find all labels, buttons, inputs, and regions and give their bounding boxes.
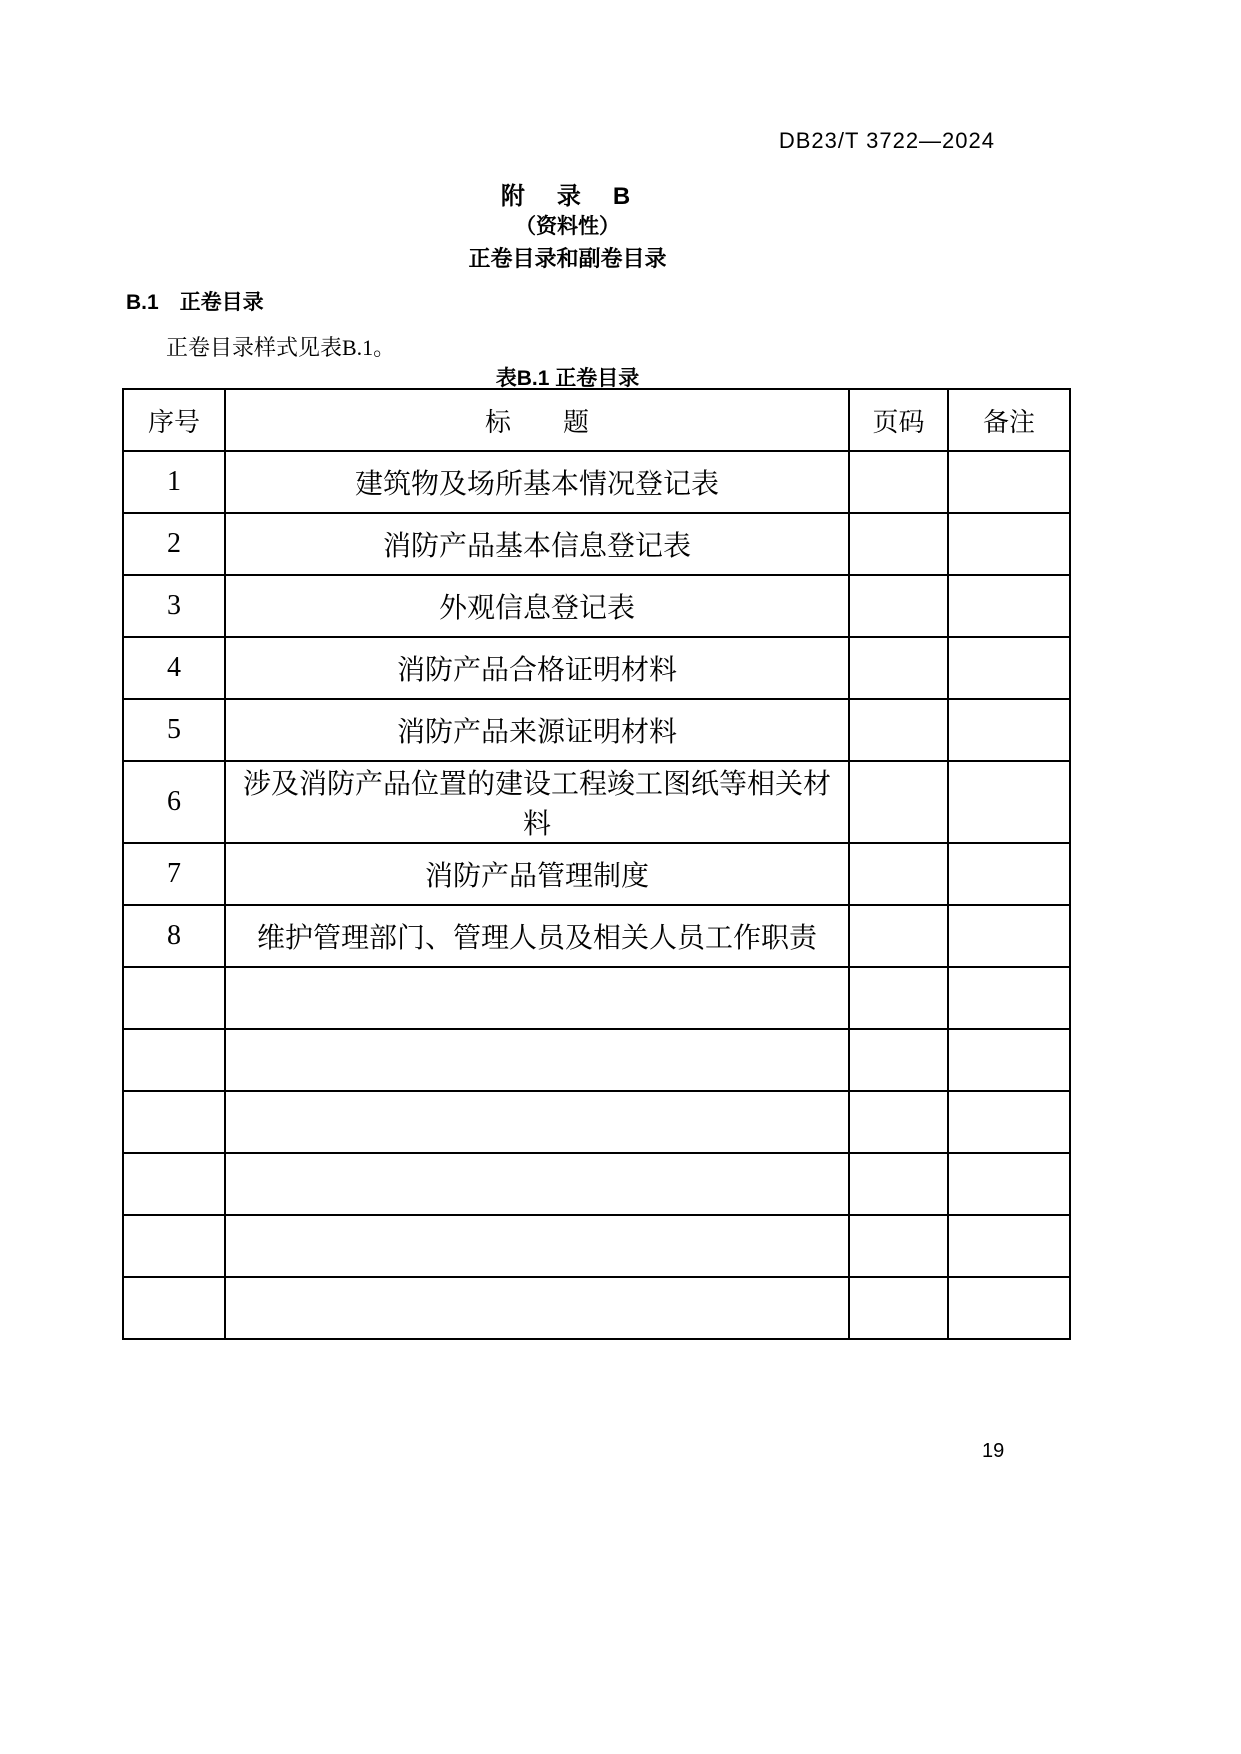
- cell-title: 涉及消防产品位置的建设工程竣工图纸等相关材料: [225, 761, 849, 843]
- table-row: [123, 1153, 1070, 1215]
- cell-title: [225, 1091, 849, 1153]
- table-row: [123, 575, 1070, 637]
- cell-page: [849, 575, 948, 637]
- cell-page: [849, 843, 948, 905]
- cell-page: [849, 1029, 948, 1091]
- cell-no: [123, 1277, 225, 1339]
- toc-table: [122, 388, 1071, 1340]
- cell-no: [123, 1091, 225, 1153]
- cell-note: [948, 575, 1070, 637]
- cell-no: 4: [123, 637, 225, 699]
- cell-note: [948, 843, 1070, 905]
- cell-note: [948, 699, 1070, 761]
- cell-page: [849, 1215, 948, 1277]
- section-heading: B.1 正卷目录: [126, 291, 264, 314]
- cell-no: 6: [123, 761, 225, 843]
- cell-note: [948, 1091, 1070, 1153]
- column-header-title: 标 题: [225, 389, 849, 451]
- cell-title: 外观信息登记表: [225, 575, 849, 637]
- column-header-note: 备注: [948, 389, 1070, 451]
- cell-title: 建筑物及场所基本情况登记表: [225, 451, 849, 513]
- cell-note: [948, 905, 1070, 967]
- toc-table-head: [123, 389, 1070, 451]
- cell-note: [948, 1277, 1070, 1339]
- cell-page: [849, 1277, 948, 1339]
- cell-title: [225, 967, 849, 1029]
- cell-no: [123, 1153, 225, 1215]
- cell-note: [948, 1153, 1070, 1215]
- cell-page: [849, 513, 948, 575]
- table-row: [123, 1215, 1070, 1277]
- table-caption: 表B.1 正卷目录: [495, 367, 640, 390]
- table-row: [123, 1277, 1070, 1339]
- cell-page: [849, 905, 948, 967]
- cell-note: [948, 1215, 1070, 1277]
- cell-title: 消防产品基本信息登记表: [225, 513, 849, 575]
- cell-page: [849, 761, 948, 843]
- cell-no: [123, 1215, 225, 1277]
- toc-table-body: [123, 451, 1070, 1339]
- cell-no: 2: [123, 513, 225, 575]
- cell-page: [849, 1091, 948, 1153]
- cell-note: [948, 1029, 1070, 1091]
- table-row: [123, 451, 1070, 513]
- appendix-heading: 正卷目录和副卷目录: [468, 246, 667, 271]
- cell-title: 消防产品合格证明材料: [225, 637, 849, 699]
- column-header-no: 序号: [123, 389, 225, 451]
- cell-title: [225, 1277, 849, 1339]
- table-row: [123, 1091, 1070, 1153]
- cell-page: [849, 451, 948, 513]
- table-row: [123, 967, 1070, 1029]
- table-row: [123, 637, 1070, 699]
- cell-title: [225, 1153, 849, 1215]
- table-row: [123, 1029, 1070, 1091]
- table-row: [123, 761, 1070, 843]
- cell-note: [948, 513, 1070, 575]
- cell-page: [849, 699, 948, 761]
- cell-page: [849, 637, 948, 699]
- cell-page: [849, 1153, 948, 1215]
- cell-no: 3: [123, 575, 225, 637]
- cell-no: 7: [123, 843, 225, 905]
- cell-title: 消防产品来源证明材料: [225, 699, 849, 761]
- cell-no: 1: [123, 451, 225, 513]
- page-number: 19: [982, 1440, 1005, 1462]
- section-body-text: 正卷目录样式见表B.1。: [166, 335, 396, 360]
- cell-note: [948, 761, 1070, 843]
- cell-no: 5: [123, 699, 225, 761]
- cell-no: 8: [123, 905, 225, 967]
- appendix-title: 附 录 B: [500, 183, 635, 210]
- cell-title: 消防产品管理制度: [225, 843, 849, 905]
- cell-note: [948, 967, 1070, 1029]
- cell-page: [849, 967, 948, 1029]
- column-header-page: 页码: [849, 389, 948, 451]
- cell-note: [948, 637, 1070, 699]
- cell-title: [225, 1029, 849, 1091]
- cell-note: [948, 451, 1070, 513]
- cell-title: [225, 1215, 849, 1277]
- table-row: [123, 905, 1070, 967]
- table-row: [123, 843, 1070, 905]
- table-row: [123, 513, 1070, 575]
- cell-no: [123, 967, 225, 1029]
- doc-number: DB23/T 3722—2024: [778, 128, 995, 153]
- cell-no: [123, 1029, 225, 1091]
- table-row: [123, 699, 1070, 761]
- table-header-row: [123, 389, 1070, 451]
- cell-title: 维护管理部门、管理人员及相关人员工作职责: [225, 905, 849, 967]
- appendix-subtitle: （资料性）: [515, 215, 620, 238]
